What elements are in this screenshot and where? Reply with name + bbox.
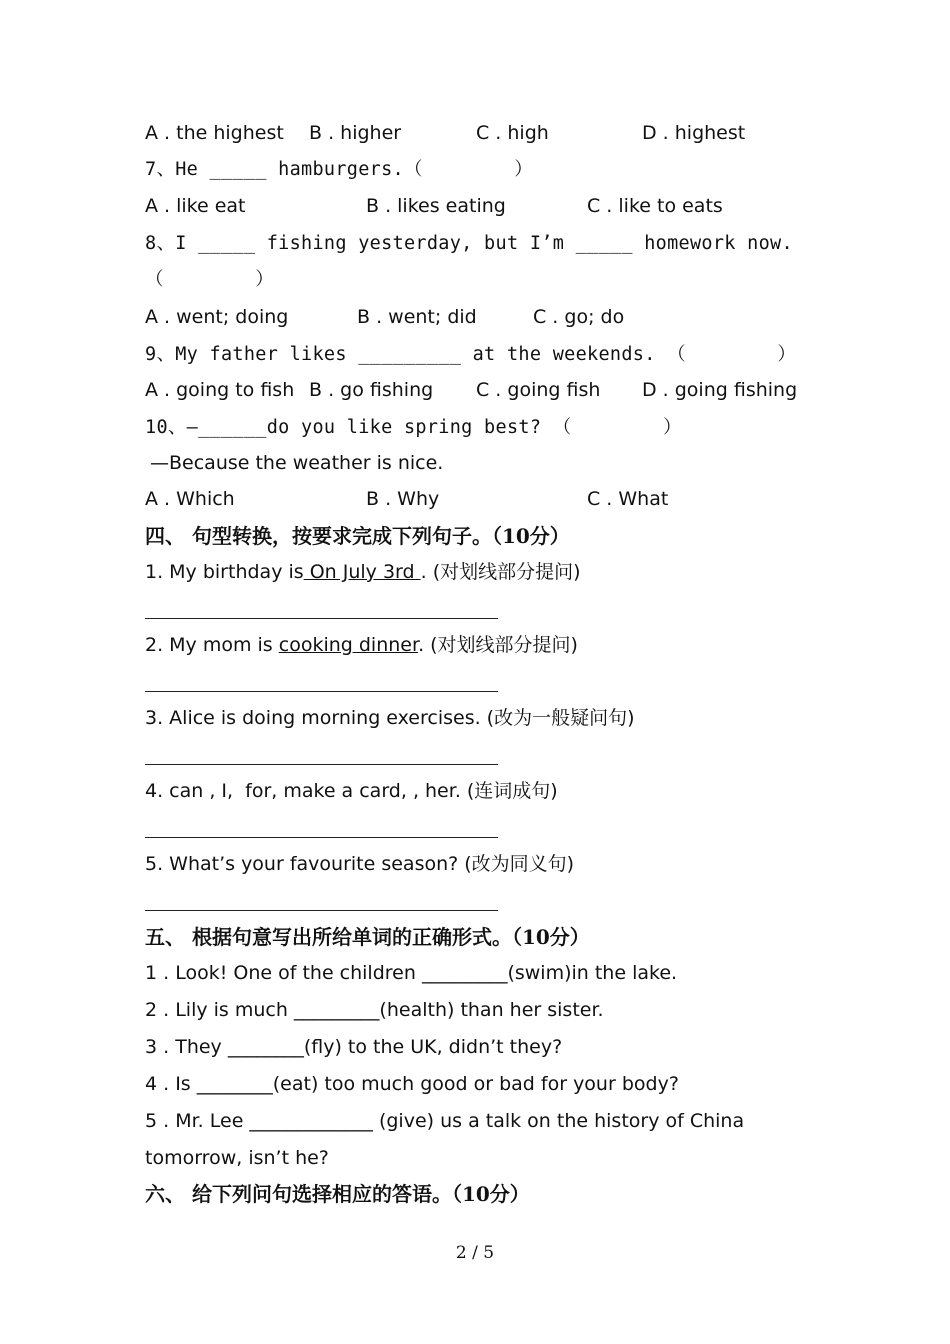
s5-item-3: 3 . They ________(fly) to the UK, didn’t they? <box>145 1036 563 1058</box>
q9-option-c: C . going fish <box>476 379 601 401</box>
s4-item-1-post: . (对划线部分提问) <box>420 561 581 583</box>
s4-item-2-underlined: cooking dinner <box>278 634 419 656</box>
s4-item-1-pre: 1. My birthday is <box>145 561 304 583</box>
q10-stem: 10、—______do you like spring best? （ ） <box>145 417 682 438</box>
q7-option-b: B . likes eating <box>366 195 506 217</box>
q9-stem: 9、My father likes _________ at the weekends. （ ） <box>145 344 797 365</box>
q6-option-c: C . high <box>476 122 549 144</box>
s4-item-1 <box>145 560 581 584</box>
section4-heading: 四、 句型转换，按要求完成下列句子。（10分） <box>145 524 570 548</box>
answer-line-2 <box>145 691 498 692</box>
s4-item-5: 5. What’s your favourite season? (改为同义句) <box>145 853 575 875</box>
q10-option-c: C . What <box>587 488 669 510</box>
answer-line-3 <box>145 764 498 765</box>
s4-item-2-post: . (对划线部分提问) <box>418 634 578 656</box>
s5-item-1: 1 . Look! One of the children _________(swim)in the lake. <box>145 962 678 984</box>
s5-item-5-continued: tomorrow, isn’t he? <box>145 1147 329 1169</box>
q10-reply: —Because the weather is nice. <box>150 452 444 474</box>
s4-item-2 <box>145 633 578 657</box>
s5-item-5: 5 . Mr. Lee _____________ (give) us a talk on the history of China <box>145 1110 745 1132</box>
section6-heading: 六、 给下列问句选择相应的答语。（10分） <box>145 1182 530 1206</box>
s4-item-1-underlined: On July 3rd <box>303 561 421 583</box>
q6-option-b: B . higher <box>309 122 402 144</box>
page-number: 2 / 5 <box>455 1243 495 1263</box>
s4-item-3: 3. Alice is doing morning exercises. (改为一般疑问句) <box>145 707 635 729</box>
q8-answer-paren: （ ） <box>145 269 275 290</box>
q8-option-c: C . go; do <box>533 306 625 328</box>
q7-option-a: A . like eat <box>145 195 246 217</box>
s5-item-2: 2 . Lily is much _________(health) than her sister. <box>145 999 604 1021</box>
q6-option-a: A . the highest <box>145 122 284 144</box>
q8-option-b: B . went; did <box>357 306 477 328</box>
answer-line-5 <box>145 910 498 911</box>
q10-option-b: B . Why <box>366 488 440 510</box>
q9-option-b: B . go fishing <box>309 379 434 401</box>
q9-option-d: D . going fishing <box>642 379 798 401</box>
section5-heading: 五、 根据句意写出所给单词的正确形式。（10分） <box>145 925 590 949</box>
q9-option-a: A . going to fish <box>145 379 295 401</box>
s4-item-2-pre: 2. My mom is <box>145 634 279 656</box>
s5-item-4: 4 . Is ________(eat) too much good or bad for your body? <box>145 1073 679 1095</box>
answer-line-4 <box>145 837 498 838</box>
q8-option-a: A . went; doing <box>145 306 289 328</box>
q10-option-a: A . Which <box>145 488 235 510</box>
q7-stem: 7、He _____ hamburgers.（ ） <box>145 159 534 180</box>
s4-item-4: 4. can , I, for, make a card, , her. (连词成句) <box>145 780 558 802</box>
q7-option-c: C . like to eats <box>587 195 723 217</box>
answer-line-1 <box>145 618 498 619</box>
q6-option-d: D . highest <box>642 122 746 144</box>
q8-stem: 8、I _____ fishing yesterday, but I’m _____ homework now. <box>145 233 793 254</box>
